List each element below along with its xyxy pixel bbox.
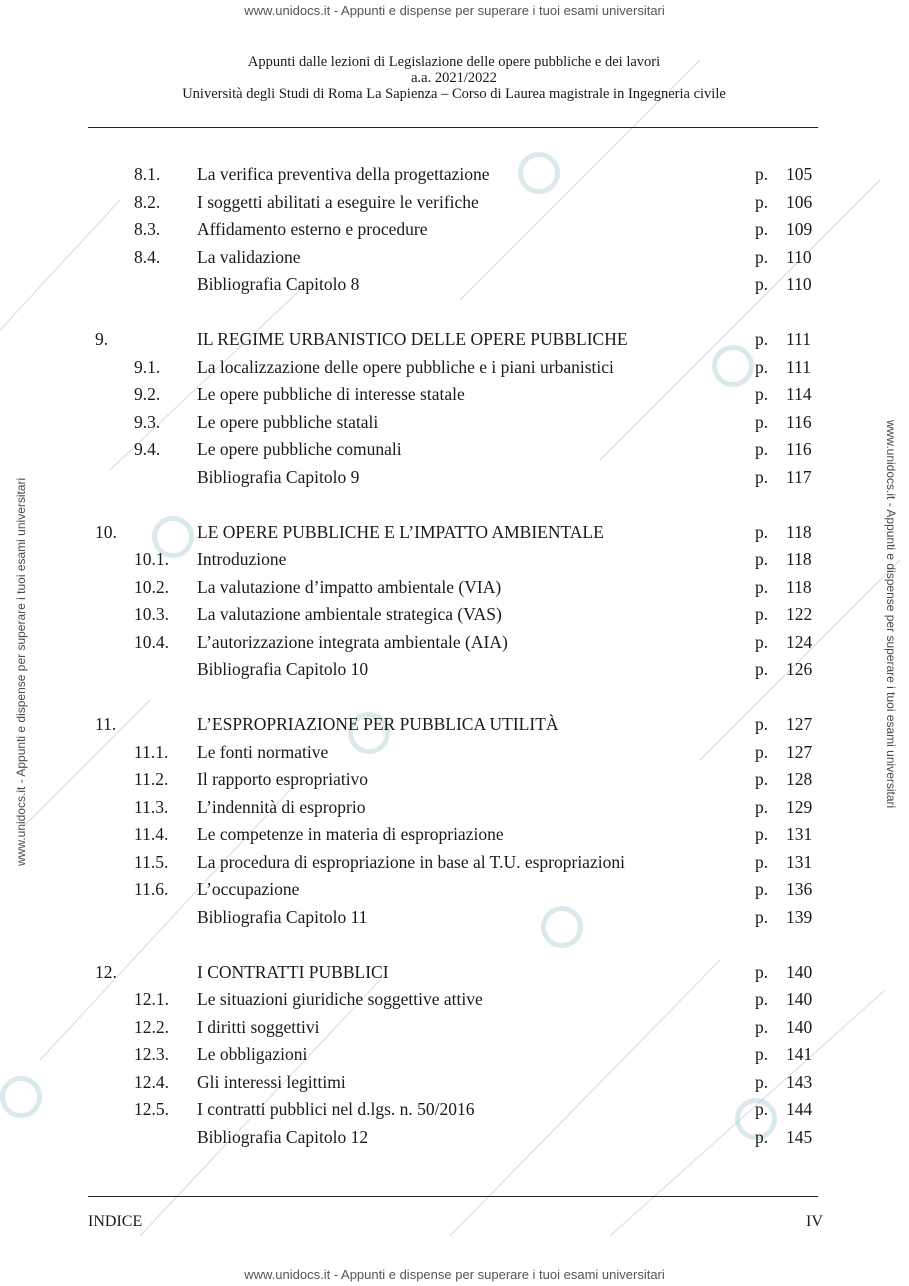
toc-page-number: 118 bbox=[786, 549, 812, 569]
toc-entry-row bbox=[0, 384, 909, 412]
toc-entry-title: I contratti pubblici nel d.lgs. n. 50/2016 bbox=[197, 1099, 475, 1119]
toc-page-number: 106 bbox=[786, 191, 813, 212]
toc-entry-number: 10. bbox=[95, 521, 117, 542]
toc-page-prefix: p. bbox=[755, 961, 769, 982]
toc-entry-row bbox=[0, 219, 909, 247]
toc-page-number: 114 bbox=[786, 384, 812, 404]
toc-page-prefix: p. bbox=[755, 1071, 769, 1092]
toc-entry-number: 10.4. bbox=[134, 631, 169, 652]
footer-section-label: INDICE bbox=[88, 1213, 143, 1230]
toc-entry-row bbox=[0, 549, 909, 577]
toc-page-prefix: p. bbox=[755, 329, 769, 349]
toc-page-prefix: p. bbox=[755, 989, 769, 1009]
header-university: Università degli Studi di Roma La Sapienza – Corso di Laurea magistrale in Ingegneria civile bbox=[182, 86, 726, 102]
toc-page-prefix: p. bbox=[755, 631, 769, 652]
toc-page-number: 131 bbox=[786, 824, 813, 844]
toc-entry-title: Affidamento esterno e procedure bbox=[197, 219, 428, 239]
toc-entry-row bbox=[0, 824, 909, 852]
toc-entry-number: 8.1. bbox=[134, 164, 161, 184]
toc-page-prefix: p. bbox=[755, 466, 769, 487]
toc-entry-title: Le fonti normative bbox=[197, 741, 329, 762]
toc-entry-title: Introduzione bbox=[197, 549, 287, 569]
document-header bbox=[90, 54, 818, 102]
toc-entry-title: LE OPERE PUBBLICHE E L’IMPATTO AMBIENTALE bbox=[197, 521, 604, 542]
toc-page-number: 144 bbox=[786, 1099, 813, 1119]
toc-entry-number: 11.6. bbox=[134, 879, 169, 899]
toc-entry-row bbox=[0, 412, 909, 440]
toc-page-number: 140 bbox=[786, 1016, 813, 1037]
toc-page-prefix: p. bbox=[755, 549, 769, 569]
toc-page-prefix: p. bbox=[755, 411, 769, 432]
toc-page-number: 139 bbox=[786, 906, 813, 927]
footer-divider bbox=[88, 1196, 818, 1197]
toc-entry-number: 11.1. bbox=[134, 741, 169, 762]
toc-page-number: 126 bbox=[786, 659, 813, 679]
toc-entry-title: La verifica preventiva della progettazione bbox=[197, 164, 490, 184]
toc-page-number: 136 bbox=[786, 879, 813, 899]
toc-entry-number: 10.1. bbox=[134, 549, 169, 569]
toc-page-prefix: p. bbox=[755, 191, 769, 212]
toc-page-prefix: p. bbox=[755, 1016, 769, 1037]
toc-entry-row bbox=[0, 247, 909, 275]
toc-entry-row bbox=[0, 769, 909, 797]
toc-page-prefix: p. bbox=[755, 906, 769, 927]
toc-page-prefix: p. bbox=[755, 1044, 769, 1064]
toc-page-prefix: p. bbox=[755, 1099, 769, 1119]
toc-entry-row bbox=[0, 659, 909, 687]
toc-page-number: 143 bbox=[786, 1071, 813, 1092]
toc-page-number: 105 bbox=[786, 164, 813, 184]
toc-entry-number: 8.2. bbox=[134, 191, 161, 212]
toc-entry-number: 11.2. bbox=[134, 769, 169, 789]
toc-page-number: 140 bbox=[786, 961, 813, 982]
toc-page-number: 118 bbox=[786, 576, 812, 597]
toc-entry-title: La procedura di espropriazione in base al T.U. espropriazioni bbox=[197, 851, 625, 872]
toc-page-prefix: p. bbox=[755, 246, 769, 267]
footer-page-number: IV bbox=[806, 1213, 823, 1230]
header-divider bbox=[88, 127, 818, 128]
toc-page-prefix: p. bbox=[755, 274, 769, 294]
toc-page-number: 116 bbox=[786, 411, 812, 432]
toc-page-number: 127 bbox=[786, 714, 813, 734]
toc-page-number: 116 bbox=[786, 439, 812, 459]
toc-entry-title: L’indennità di esproprio bbox=[197, 796, 366, 817]
bottom-watermark-banner: www.unidocs.it - Appunti e dispense per superare i tuoi esami universitari bbox=[244, 1267, 665, 1282]
toc-entry-number: 9.2. bbox=[134, 384, 161, 404]
right-side-watermark: www.unidocs.it - Appunti e dispense per superare i tuoi esami universitari bbox=[884, 420, 898, 809]
left-side-watermark: www.unidocs.it - Appunti e dispense per superare i tuoi esami universitari bbox=[14, 477, 28, 866]
toc-entry-row bbox=[0, 357, 909, 385]
toc-entry-number: 10.3. bbox=[134, 604, 169, 624]
toc-entry-row bbox=[0, 879, 909, 907]
toc-entry-title: La valutazione d’impatto ambientale (VIA) bbox=[197, 576, 502, 597]
toc-page-number: 109 bbox=[786, 219, 813, 239]
toc-entry-number: 12.5. bbox=[134, 1099, 169, 1119]
toc-entry-row bbox=[0, 852, 909, 880]
toc-page-number: 127 bbox=[786, 741, 813, 762]
toc-entry-row bbox=[0, 1127, 909, 1155]
toc-page-prefix: p. bbox=[755, 659, 769, 679]
table-of-contents bbox=[0, 164, 909, 1154]
toc-page-prefix: p. bbox=[755, 521, 769, 542]
toc-entry-title: I CONTRATTI PUBBLICI bbox=[197, 961, 389, 982]
toc-page-number: 129 bbox=[786, 796, 813, 817]
toc-entry-title: I soggetti abilitati a eseguire le verifiche bbox=[197, 191, 479, 212]
toc-page-prefix: p. bbox=[755, 604, 769, 624]
toc-entry-number: 12.1. bbox=[134, 989, 169, 1009]
toc-page-prefix: p. bbox=[755, 1126, 769, 1147]
toc-entry-number: 12.3. bbox=[134, 1044, 169, 1064]
toc-page-prefix: p. bbox=[755, 796, 769, 817]
toc-entry-row bbox=[0, 1099, 909, 1127]
toc-page-number: 110 bbox=[786, 274, 812, 294]
toc-entry-row bbox=[0, 439, 909, 467]
toc-entry-row bbox=[0, 989, 909, 1017]
toc-entry-number: 12. bbox=[95, 961, 117, 982]
toc-entry-number: 9. bbox=[95, 329, 109, 349]
toc-entry-number: 11.5. bbox=[134, 851, 169, 872]
toc-entry-title: Bibliografia Capitolo 12 bbox=[197, 1126, 369, 1147]
toc-entry-title: Bibliografia Capitolo 10 bbox=[197, 659, 369, 679]
toc-entry-number: 8.3. bbox=[134, 219, 161, 239]
toc-entry-row bbox=[0, 604, 909, 632]
toc-entry-title: La localizzazione delle opere pubbliche e i piani urbanistici bbox=[197, 356, 614, 377]
toc-entry-title: L’autorizzazione integrata ambientale (AIA) bbox=[197, 631, 508, 652]
toc-entry-title: Bibliografia Capitolo 9 bbox=[197, 466, 360, 487]
toc-page-prefix: p. bbox=[755, 879, 769, 899]
toc-entry-number: 8.4. bbox=[134, 246, 161, 267]
toc-page-prefix: p. bbox=[755, 356, 769, 377]
toc-chapter-row bbox=[0, 522, 909, 550]
toc-entry-number: 9.1. bbox=[134, 356, 161, 377]
toc-page-prefix: p. bbox=[755, 824, 769, 844]
header-academic-year: a.a. 2021/2022 bbox=[411, 70, 497, 86]
toc-entry-row bbox=[0, 274, 909, 302]
toc-page-prefix: p. bbox=[755, 576, 769, 597]
toc-entry-number: 12.2. bbox=[134, 1016, 169, 1037]
top-watermark-banner: www.unidocs.it - Appunti e dispense per superare i tuoi esami universitari bbox=[244, 3, 665, 18]
toc-entry-title: Le situazioni giuridiche soggettive attive bbox=[197, 989, 483, 1009]
toc-entry-number: 9.4. bbox=[134, 439, 161, 459]
toc-entry-number: 11.3. bbox=[134, 796, 169, 817]
toc-entry-title: Il rapporto espropriativo bbox=[197, 769, 369, 789]
toc-page-prefix: p. bbox=[755, 439, 769, 459]
toc-entry-title: Le opere pubbliche comunali bbox=[197, 439, 402, 459]
toc-page-number: 122 bbox=[786, 604, 813, 624]
toc-entry-row bbox=[0, 467, 909, 495]
toc-page-number: 117 bbox=[786, 466, 812, 487]
toc-entry-title: Bibliografia Capitolo 11 bbox=[197, 906, 368, 927]
toc-entry-number: 9.3. bbox=[134, 411, 161, 432]
toc-page-number: 141 bbox=[786, 1044, 813, 1064]
toc-entry-title: L’ESPROPRIAZIONE PER PUBBLICA UTILITÀ bbox=[197, 714, 559, 734]
toc-entry-number: 11.4. bbox=[134, 824, 169, 844]
toc-page-prefix: p. bbox=[755, 714, 769, 734]
toc-entry-title: Gli interessi legittimi bbox=[197, 1071, 346, 1092]
toc-entry-title: Le obbligazioni bbox=[197, 1044, 308, 1064]
toc-page-number: 145 bbox=[786, 1126, 813, 1147]
toc-chapter-row bbox=[0, 329, 909, 357]
toc-page-number: 140 bbox=[786, 989, 813, 1009]
toc-entry-number: 10.2. bbox=[134, 576, 169, 597]
toc-page-prefix: p. bbox=[755, 769, 769, 789]
toc-page-number: 131 bbox=[786, 851, 813, 872]
toc-entry-title: La validazione bbox=[197, 246, 301, 267]
toc-entry-title: L’occupazione bbox=[197, 879, 300, 899]
toc-entry-row bbox=[0, 1072, 909, 1100]
toc-entry-title: La valutazione ambientale strategica (VAS) bbox=[197, 604, 502, 624]
toc-entry-row bbox=[0, 797, 909, 825]
toc-entry-row bbox=[0, 1044, 909, 1072]
toc-page-prefix: p. bbox=[755, 741, 769, 762]
toc-entry-title: IL REGIME URBANISTICO DELLE OPERE PUBBLICHE bbox=[197, 329, 628, 349]
toc-entry-row bbox=[0, 742, 909, 770]
toc-page-number: 110 bbox=[786, 246, 812, 267]
toc-page-number: 124 bbox=[786, 631, 813, 652]
toc-page-number: 118 bbox=[786, 521, 812, 542]
toc-entry-row bbox=[0, 164, 909, 192]
toc-entry-row bbox=[0, 907, 909, 935]
toc-entry-row bbox=[0, 577, 909, 605]
toc-page-prefix: p. bbox=[755, 164, 769, 184]
toc-entry-title: I diritti soggettivi bbox=[197, 1016, 320, 1037]
toc-page-number: 111 bbox=[786, 356, 811, 377]
toc-entry-number: 12.4. bbox=[134, 1071, 169, 1092]
toc-entry-title: Le opere pubbliche di interesse statale bbox=[197, 384, 465, 404]
toc-entry-row bbox=[0, 192, 909, 220]
toc-page-number: 128 bbox=[786, 769, 813, 789]
toc-entry-row bbox=[0, 632, 909, 660]
toc-entry-title: Bibliografia Capitolo 8 bbox=[197, 274, 360, 294]
header-course-title: Appunti dalle lezioni di Legislazione delle opere pubbliche e dei lavori bbox=[247, 54, 661, 70]
toc-entry-title: Le opere pubbliche statali bbox=[197, 411, 379, 432]
toc-chapter-row bbox=[0, 714, 909, 742]
toc-entry-title: Le competenze in materia di espropriazione bbox=[197, 824, 504, 844]
toc-page-prefix: p. bbox=[755, 384, 769, 404]
toc-entry-number: 11. bbox=[95, 714, 117, 734]
toc-page-number: 111 bbox=[786, 329, 811, 349]
toc-entry-row bbox=[0, 1017, 909, 1045]
toc-chapter-row bbox=[0, 962, 909, 990]
toc-page-prefix: p. bbox=[755, 219, 769, 239]
toc-page-prefix: p. bbox=[755, 851, 769, 872]
